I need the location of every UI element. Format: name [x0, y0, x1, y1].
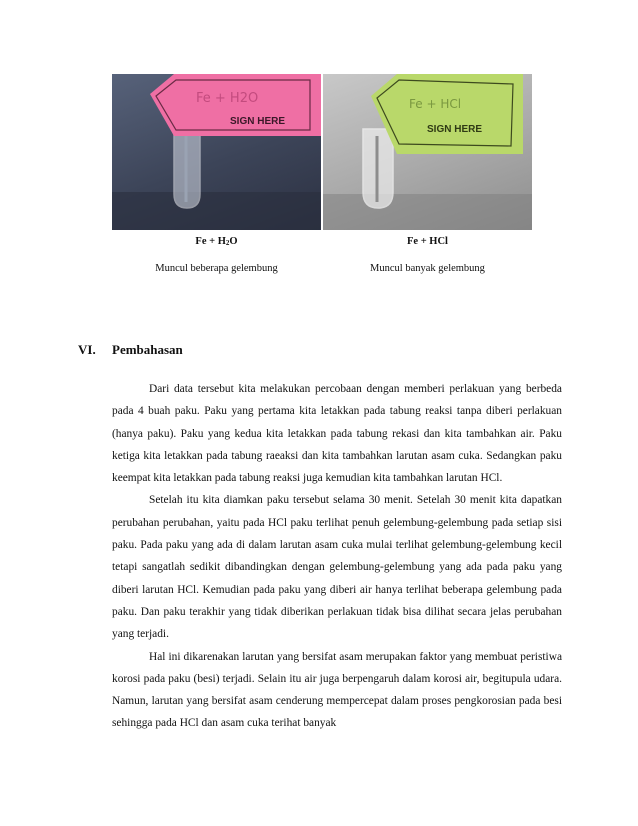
green-sign	[371, 74, 523, 154]
sign-here-label: SIGN HERE	[427, 124, 483, 135]
paragraph: Dari data tersebut kita melakukan percobaan dengan memberi perlakuan yang berbeda pada 4 buah paku. Paku yang pertama kita letakkan pada tabung reaksi tanpa diberi perlakuan (hanya paku). Paku yang kedua kita letakkan pada tabung rekasi dan kita tambahkan air. Paku ketiga kita letakkan pada tabung raeaksi dan kita tambahkan larutan asam cuka. Sedangkan paku keempat kita letakkan pada tabung reaksi juga kemudian kita tambahkan larutan HCl.	[112, 383, 562, 485]
paragraph: Hal ini dikarenakan larutan yang bersifat asam merupakan faktor yang membuat peristiwa korosi pada paku (besi) terjadi. Selain itu air juga berpengaruh dalam korosi air, begitupula udara. Namun, larutan yang bersifat asam cenderung mempercepat dalam proses pengkorosian pada besi sehingga pada HCl dan asam cuka terihat banyak	[112, 650, 562, 730]
section-number: VI.	[78, 342, 96, 357]
test-tube-pink-sign-illustration	[112, 74, 321, 230]
caption-desc-fe-h2o: Muncul beberapa gelembung	[155, 263, 278, 274]
section-title: Pembahasan	[112, 342, 183, 357]
sign-handwriting: Fe + HCl	[409, 97, 462, 111]
caption-title-fe-hcl: Fe + HCl	[407, 236, 448, 247]
photo-fe-hcl	[323, 74, 532, 230]
figure-photos	[112, 74, 532, 230]
test-tube-green-sign-illustration	[323, 74, 532, 230]
caption-desc-fe-hcl: Muncul banyak gelembung	[370, 263, 485, 274]
caption-title-fe-h2o: $Fe + H_2O$	[195, 236, 238, 247]
section-body	[112, 378, 562, 735]
sign-here-label: SIGN HERE	[230, 116, 286, 127]
sign-handwriting: Fe + H2O	[196, 91, 259, 106]
paragraph: Setelah itu kita diamkan paku tersebut selama 30 menit. Setelah 30 menit kita dapatkan perubahan perubahan, yaitu pada HCl paku terlihat penuh gelembung-gelembung pada setiap sisi paku. Pada paku yang ada di dalam larutan asam cuka mulai terlihat gelembung-gelembung kecil tetapi sangatlah sedikit dibandingkan dengan gelembung-gelembung yang ada pada paku yang diberi larutan HCl. Kemudian pada paku yang diberi air hanya terlihat beberapa gelembung pada paku. Dan paku terakhir yang tidak diberikan perlakuan tidak bisa dilihat secara jelas perubahan yang terjadi.	[112, 494, 562, 641]
photo-fe-h2o	[112, 74, 321, 230]
